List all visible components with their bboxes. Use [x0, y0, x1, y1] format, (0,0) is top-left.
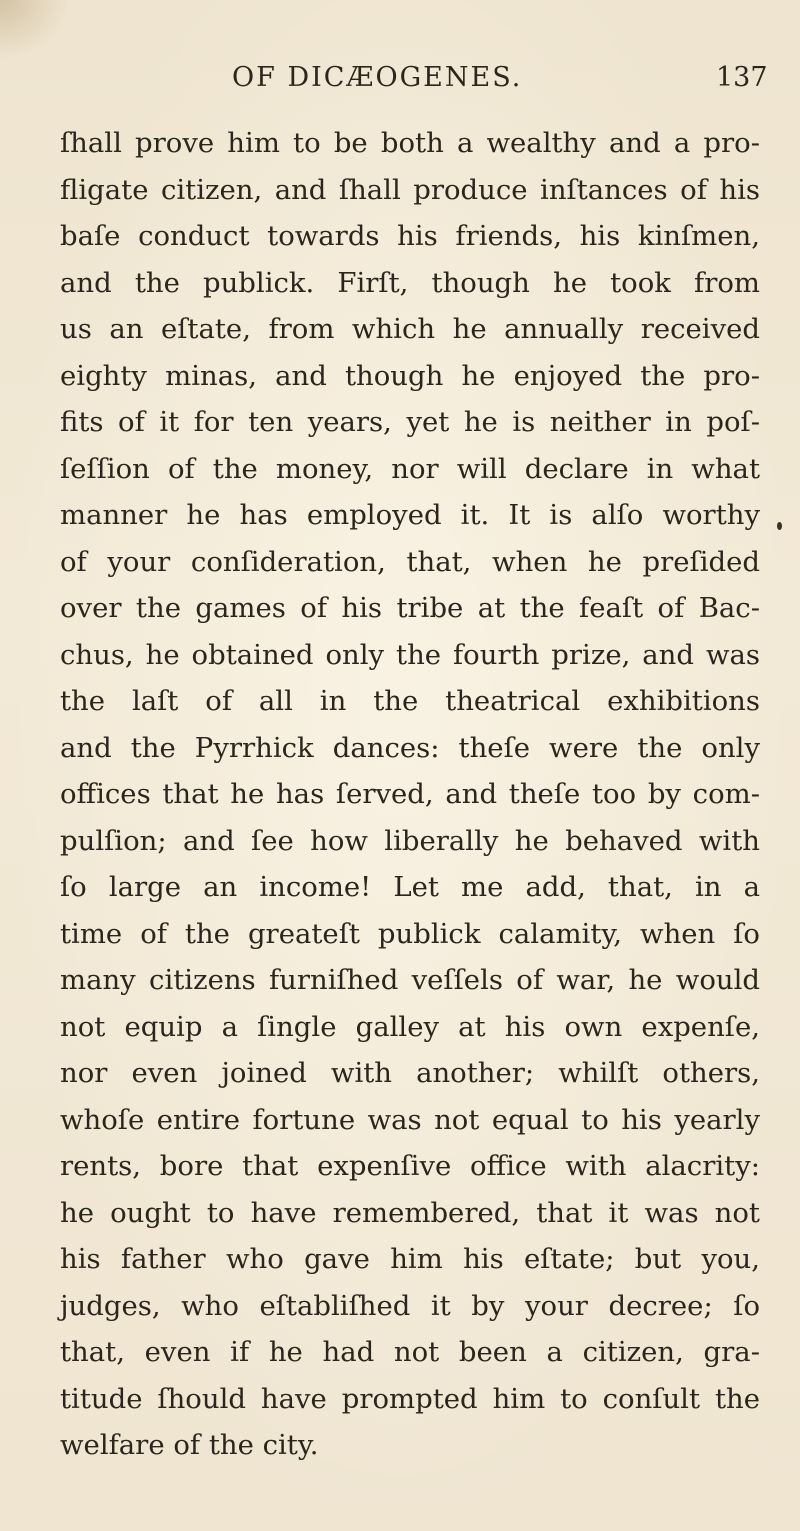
text-line: his father who gave him his eſtate; but you,	[60, 1243, 760, 1275]
text-line: many citizens furniſhed veſſels of war, he would	[60, 964, 760, 996]
text-line: and the Pyrrhick dances: theſe were the only	[60, 731, 760, 764]
text-line: fits of it for ten years, yet he is neither in poſ-	[60, 406, 760, 438]
text-line: titude ſhould have prompted him to conſult the	[60, 1382, 760, 1415]
text-line-last: welfare of the city.	[60, 1429, 319, 1461]
text-line: pulſion; and ſee how liberally he behaved with	[60, 824, 760, 857]
text-line: the laſt of all in the theatrical exhibitions	[60, 685, 760, 717]
text-line: he ought to have remembered, that it was not	[60, 1196, 760, 1229]
text-line: time of the greateſt publick calamity, when ſo	[60, 917, 760, 950]
text-line: ſeſſion of the money, nor will declare in what	[60, 452, 760, 485]
text-line: ſo large an income! Let me add, that, in a	[60, 871, 760, 903]
running-head	[0, 62, 800, 102]
running-head-title: OF DICÆOGENES.	[232, 62, 523, 93]
page-number: 137	[716, 62, 768, 93]
text-line: fligate citizen, and ſhall produce inſtances of his	[60, 173, 760, 206]
text-line: whoſe entire fortune was not equal to his yearly	[60, 1103, 760, 1136]
text-line: nor even joined with another; whilſt others,	[60, 1057, 760, 1089]
text-line: that, even if he had not been a citizen, gra-	[60, 1336, 760, 1368]
text-line: offices that he has ſerved, and theſe too by com-	[60, 778, 760, 810]
text-line: over the games of his tribe at the feaſt of Bac-	[60, 592, 760, 624]
text-line: and the publick. Firſt, though he took from	[60, 266, 760, 299]
text-line: not equip a ſingle galley at his own expenſe,	[60, 1010, 760, 1043]
text-line: us an eſtate, from which he annually received	[60, 313, 760, 345]
text-line: of your conſideration, that, when he preſided	[60, 545, 760, 578]
body-text	[60, 120, 760, 1469]
text-line: baſe conduct towards his friends, his kinſmen,	[60, 220, 760, 252]
ink-speck	[777, 522, 782, 530]
text-line: eighty minas, and though he enjoyed the pro-	[60, 359, 760, 392]
text-line: chus, he obtained only the fourth prize, and was	[60, 638, 760, 671]
text-line: judges, who eſtabliſhed it by your decree; ſo	[60, 1289, 760, 1322]
text-line: ſhall prove him to be both a wealthy and a pro-	[60, 127, 760, 159]
paper-stain	[0, 0, 70, 60]
text-line: manner he has employed it. It is alſo worthy	[60, 499, 760, 531]
text-line: rents, bore that expenſive office with alacrity:	[60, 1150, 760, 1182]
